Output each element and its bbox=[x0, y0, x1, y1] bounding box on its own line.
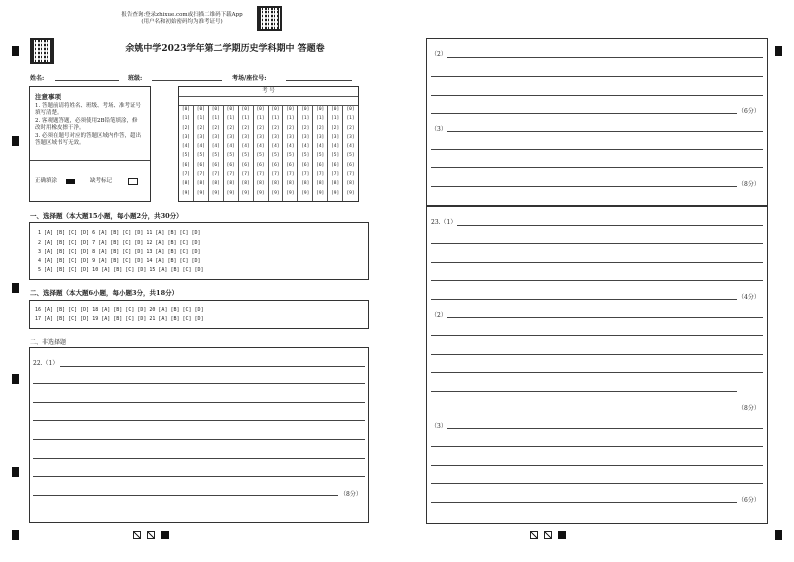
exam-digit-bubble[interactable]: [1] bbox=[241, 116, 250, 122]
page-check-mark bbox=[530, 531, 538, 539]
exam-number-column[interactable] bbox=[343, 105, 358, 201]
exam-number-header: 考 号 bbox=[179, 87, 358, 97]
report-notice bbox=[112, 12, 252, 26]
exam-digit-bubble[interactable]: [4] bbox=[226, 144, 235, 150]
exam-digit-bubble[interactable]: [0] bbox=[346, 107, 355, 112]
exam-digit-bubble[interactable]: [8] bbox=[301, 181, 310, 187]
exam-digit-bubble[interactable]: [4] bbox=[301, 144, 310, 150]
exam-digit-bubble[interactable]: [9] bbox=[226, 190, 235, 196]
q21-part3-score: （8分） bbox=[738, 181, 760, 188]
q22-score: （8分） bbox=[340, 491, 362, 498]
exam-digit-bubble[interactable]: [4] bbox=[241, 144, 250, 150]
answer-line[interactable] bbox=[431, 262, 763, 263]
answer-line[interactable] bbox=[431, 167, 763, 168]
exam-digit-bubble[interactable]: [0] bbox=[316, 107, 325, 112]
page-check-mark bbox=[544, 531, 552, 539]
answer-line[interactable] bbox=[60, 366, 365, 367]
exam-digit-bubble[interactable]: [6] bbox=[346, 162, 355, 168]
exam-digit-bubble[interactable]: [0] bbox=[256, 107, 265, 112]
answer-line[interactable] bbox=[447, 57, 763, 58]
exam-digit-bubble[interactable]: [8] bbox=[211, 181, 220, 187]
answer-line[interactable] bbox=[33, 420, 365, 421]
missing-mark-label: 缺考标记 bbox=[90, 178, 113, 184]
q21-part2-label: （2） bbox=[431, 51, 447, 58]
notice-divider bbox=[30, 160, 150, 161]
exam-digit-bubble[interactable]: [4] bbox=[256, 144, 265, 150]
notice-line-1: 报告查询:登录zhixue.com或扫描二维码下载App bbox=[121, 12, 243, 18]
notice-item: 2. 客观题答题，必须使用2B铅笔填涂，修改时用橡皮擦干净。 bbox=[35, 118, 138, 131]
answer-line[interactable] bbox=[33, 383, 365, 384]
exam-digit-bubble[interactable]: [1] bbox=[226, 116, 235, 122]
exam-digit-bubble[interactable]: [9] bbox=[271, 190, 280, 196]
timing-mark bbox=[775, 46, 782, 56]
q22-label: 22.（1） bbox=[33, 360, 59, 367]
exam-number-column[interactable] bbox=[209, 105, 224, 201]
exam-number-column[interactable] bbox=[313, 105, 328, 201]
exam-digit-bubble[interactable]: [7] bbox=[346, 172, 355, 178]
choice-row[interactable]: 2 [A] [B] [C] [D] 7 [A] [B] [C] [D] 12 [A] [B] [C] [D] bbox=[38, 240, 201, 246]
exam-digit-bubble[interactable]: [0] bbox=[301, 107, 310, 112]
answer-line[interactable] bbox=[457, 225, 763, 226]
answer-line[interactable] bbox=[431, 113, 737, 114]
timing-mark bbox=[775, 530, 782, 540]
exam-number-column[interactable] bbox=[224, 105, 239, 201]
exam-digit-bubble[interactable]: [1] bbox=[196, 116, 205, 122]
exam-digit-bubble[interactable]: [9] bbox=[316, 190, 325, 196]
answer-line[interactable] bbox=[33, 402, 365, 403]
exam-digit-bubble[interactable]: [2] bbox=[331, 125, 340, 131]
answer-line[interactable] bbox=[431, 354, 763, 355]
room-label: 考场/座位号: bbox=[232, 75, 267, 82]
page-mark bbox=[161, 531, 169, 539]
exam-digit-bubble[interactable]: [9] bbox=[346, 190, 355, 196]
student-qr-code bbox=[30, 38, 54, 64]
right-upper-answer-box bbox=[426, 38, 768, 206]
exam-digit-bubble[interactable]: [9] bbox=[241, 190, 250, 196]
exam-digit-bubble[interactable]: [2] bbox=[181, 125, 191, 131]
notice-item: 3. 必须在题号对应的答题区域内作答，超出答题区域书写无效。 bbox=[35, 133, 141, 146]
exam-digit-bubble[interactable]: [3] bbox=[316, 134, 325, 140]
answer-line[interactable] bbox=[431, 446, 763, 447]
page-mark bbox=[558, 531, 566, 539]
exam-number-column[interactable] bbox=[254, 105, 269, 201]
exam-digit-bubble[interactable]: [2] bbox=[301, 125, 310, 131]
exam-digit-bubble[interactable]: [3] bbox=[241, 134, 250, 140]
exam-digit-bubble[interactable]: [3] bbox=[211, 134, 220, 140]
answer-line[interactable] bbox=[431, 483, 763, 484]
exam-digit-bubble[interactable]: [7] bbox=[241, 172, 250, 178]
exam-digit-bubble[interactable]: [5] bbox=[301, 153, 310, 159]
exam-digit-bubble[interactable]: [1] bbox=[301, 116, 310, 122]
room-field[interactable] bbox=[286, 80, 352, 81]
exam-digit-bubble[interactable]: [8] bbox=[196, 181, 205, 187]
exam-digit-bubble[interactable]: [0] bbox=[331, 107, 340, 112]
exam-digit-bubble[interactable]: [0] bbox=[226, 107, 235, 112]
exam-digit-bubble[interactable]: [8] bbox=[241, 181, 250, 187]
exam-digit-bubble[interactable]: [3] bbox=[226, 134, 235, 140]
exam-digit-bubble[interactable]: [5] bbox=[181, 153, 191, 159]
exam-digit-bubble[interactable]: [4] bbox=[211, 144, 220, 150]
section2-answer-box bbox=[29, 300, 369, 329]
answer-line[interactable] bbox=[431, 372, 763, 373]
exam-digit-bubble[interactable]: [1] bbox=[256, 116, 265, 122]
q21-part2-score: （6分） bbox=[738, 108, 760, 115]
exam-digit-bubble[interactable]: [2] bbox=[316, 125, 325, 131]
exam-digit-bubble[interactable]: [2] bbox=[226, 125, 235, 131]
answer-line[interactable] bbox=[431, 280, 763, 281]
exam-digit-bubble[interactable]: [3] bbox=[196, 134, 205, 140]
timing-mark bbox=[12, 374, 19, 384]
exam-digit-bubble[interactable]: [2] bbox=[256, 125, 265, 131]
q23-part3-score: （6分） bbox=[738, 497, 760, 504]
exam-digit-bubble[interactable]: [1] bbox=[286, 116, 295, 122]
exam-number-column[interactable] bbox=[298, 105, 313, 201]
answer-line[interactable] bbox=[33, 439, 365, 440]
correct-fill-label: 正确填涂 bbox=[35, 178, 58, 184]
exam-digit-bubble[interactable]: [5] bbox=[196, 153, 205, 159]
exam-digit-bubble[interactable]: [8] bbox=[331, 181, 340, 187]
exam-digit-bubble[interactable]: [1] bbox=[346, 116, 355, 122]
exam-digit-bubble[interactable]: [4] bbox=[286, 144, 295, 150]
answer-line[interactable] bbox=[33, 476, 365, 477]
exam-digit-bubble[interactable]: [1] bbox=[331, 116, 340, 122]
exam-digit-bubble[interactable]: [6] bbox=[331, 162, 340, 168]
q23-answer-box bbox=[426, 206, 768, 524]
notice-line-2: (用户名和初始密码均为准考证号) bbox=[141, 19, 223, 25]
exam-digit-bubble[interactable]: [8] bbox=[271, 181, 280, 187]
exam-digit-bubble[interactable]: [7] bbox=[256, 172, 265, 178]
timing-mark bbox=[12, 136, 19, 146]
name-field[interactable] bbox=[55, 80, 119, 81]
answer-line[interactable] bbox=[431, 299, 737, 300]
answer-line[interactable] bbox=[431, 186, 737, 187]
answer-line[interactable] bbox=[447, 428, 763, 429]
exam-digit-bubble[interactable]: [9] bbox=[196, 190, 205, 196]
exam-digit-bubble[interactable]: [4] bbox=[271, 144, 280, 150]
exam-digit-bubble[interactable]: [4] bbox=[181, 144, 191, 150]
exam-digit-bubble[interactable]: [8] bbox=[316, 181, 325, 187]
section1-title: 一、选择题（本大题15小题，每小题2分，共30分） bbox=[30, 212, 183, 220]
q22-answer-box bbox=[29, 347, 369, 523]
exam-digit-bubble[interactable]: [0] bbox=[211, 107, 220, 112]
exam-digit-bubble[interactable]: [6] bbox=[271, 162, 280, 168]
exam-digit-bubble[interactable]: [7] bbox=[316, 172, 325, 178]
answer-line[interactable] bbox=[431, 243, 763, 244]
timing-mark bbox=[12, 530, 19, 540]
exam-digit-bubble[interactable]: [0] bbox=[196, 107, 205, 112]
exam-digit-bubble[interactable]: [1] bbox=[271, 116, 280, 122]
exam-digit-bubble[interactable]: [9] bbox=[181, 190, 191, 196]
exam-digit-bubble[interactable]: [7] bbox=[211, 172, 220, 178]
exam-digit-bubble[interactable]: [3] bbox=[346, 134, 355, 140]
answer-line[interactable] bbox=[431, 95, 763, 96]
exam-digit-bubble[interactable]: [8] bbox=[226, 181, 235, 187]
exam-digit-bubble[interactable]: [6] bbox=[181, 162, 191, 168]
exam-number-column[interactable] bbox=[269, 105, 284, 201]
exam-digit-bubble[interactable]: [2] bbox=[241, 125, 250, 131]
exam-digit-bubble[interactable]: [5] bbox=[256, 153, 265, 159]
choice-row[interactable]: 1 [A] [B] [C] [D] 6 [A] [B] [C] [D] 11 [A] [B] [C] [D] bbox=[38, 230, 201, 236]
class-field[interactable] bbox=[152, 80, 222, 81]
exam-digit-bubble[interactable]: [7] bbox=[181, 172, 191, 178]
page-check-mark bbox=[147, 531, 155, 539]
exam-digit-bubble[interactable]: [1] bbox=[211, 116, 220, 122]
exam-digit-bubble[interactable]: [3] bbox=[256, 134, 265, 140]
exam-digit-bubble[interactable]: [6] bbox=[301, 162, 310, 168]
answer-line[interactable] bbox=[431, 465, 763, 466]
section1-answer-box bbox=[29, 222, 369, 280]
exam-digit-bubble[interactable]: [5] bbox=[286, 153, 295, 159]
exam-digit-bubble[interactable]: [6] bbox=[286, 162, 295, 168]
choice-row[interactable]: 16 [A] [B] [C] [D] 18 [A] [B] [C] [D] 20 [A] [B] [C] [D] bbox=[35, 307, 204, 313]
answer-line[interactable] bbox=[431, 76, 763, 77]
exam-digit-bubble[interactable]: [0] bbox=[241, 107, 250, 112]
exam-digit-bubble[interactable]: [2] bbox=[286, 125, 295, 131]
download-qr-code bbox=[257, 6, 282, 31]
exam-digit-bubble[interactable]: [2] bbox=[211, 125, 220, 131]
choice-row[interactable]: 17 [A] [B] [C] [D] 19 [A] [B] [C] [D] 21 [A] [B] [C] [D] bbox=[35, 316, 204, 322]
exam-digit-bubble[interactable]: [8] bbox=[256, 181, 265, 187]
exam-digit-bubble[interactable]: [5] bbox=[226, 153, 235, 159]
answer-line[interactable] bbox=[33, 458, 365, 459]
exam-digit-bubble[interactable]: [4] bbox=[316, 144, 325, 150]
q23-part1-score: （4分） bbox=[738, 294, 760, 301]
exam-number-grid bbox=[178, 86, 359, 202]
exam-digit-bubble[interactable]: [5] bbox=[331, 153, 340, 159]
exam-digit-bubble[interactable]: [3] bbox=[181, 134, 191, 140]
exam-digit-bubble[interactable]: [3] bbox=[301, 134, 310, 140]
exam-digit-bubble[interactable]: [6] bbox=[211, 162, 220, 168]
exam-number-column[interactable] bbox=[179, 105, 194, 201]
exam-number-column[interactable] bbox=[328, 105, 343, 201]
notice-item: 1. 答题前请将姓名、班级、考场、准考证号填写清楚。 bbox=[35, 103, 141, 116]
q23-part1-label: 23.（1） bbox=[431, 219, 457, 226]
answer-line[interactable] bbox=[447, 131, 763, 132]
exam-digit-bubble[interactable]: [9] bbox=[331, 190, 340, 196]
exam-digit-bubble[interactable]: [9] bbox=[286, 190, 295, 196]
exam-digit-bubble[interactable]: [9] bbox=[301, 190, 310, 196]
exam-digit-bubble[interactable]: [7] bbox=[301, 172, 310, 178]
name-label: 姓名: bbox=[30, 75, 45, 82]
exam-digit-bubble[interactable]: [7] bbox=[226, 172, 235, 178]
exam-number-column[interactable] bbox=[194, 105, 209, 201]
exam-digit-bubble[interactable]: [7] bbox=[271, 172, 280, 178]
answer-line[interactable] bbox=[431, 502, 737, 503]
exam-number-column[interactable] bbox=[239, 105, 254, 201]
q23-part3-label: （3） bbox=[431, 423, 447, 430]
exam-digit-bubble[interactable]: [2] bbox=[196, 125, 205, 131]
q23-part2-score: （8分） bbox=[738, 405, 760, 412]
page-check-mark bbox=[133, 531, 141, 539]
exam-digit-bubble[interactable]: [7] bbox=[196, 172, 205, 178]
class-label: 班级: bbox=[128, 75, 143, 82]
exam-digit-bubble[interactable]: [2] bbox=[346, 125, 355, 131]
exam-digit-bubble[interactable]: [4] bbox=[196, 144, 205, 150]
exam-digit-bubble[interactable]: [8] bbox=[286, 181, 295, 187]
exam-digit-bubble[interactable]: [1] bbox=[181, 116, 191, 122]
exam-digit-bubble[interactable]: [6] bbox=[196, 162, 205, 168]
exam-digit-bubble[interactable]: [5] bbox=[346, 153, 355, 159]
q21-part3-label: （3） bbox=[431, 126, 447, 133]
timing-mark bbox=[12, 467, 19, 477]
exam-digit-bubble[interactable]: [3] bbox=[331, 134, 340, 140]
exam-digit-bubble[interactable]: [6] bbox=[241, 162, 250, 168]
exam-digit-bubble[interactable]: [9] bbox=[256, 190, 265, 196]
exam-number-column[interactable] bbox=[283, 105, 298, 201]
answer-line[interactable] bbox=[33, 495, 338, 496]
exam-digit-bubble[interactable]: [5] bbox=[241, 153, 250, 159]
section3-title: 二、非选择题 bbox=[30, 339, 67, 346]
answer-line[interactable] bbox=[431, 391, 737, 392]
choice-row[interactable]: 4 [A] [B] [C] [D] 9 [A] [B] [C] [D] 14 [A] [B] [C] [D] bbox=[38, 258, 201, 264]
exam-digit-bubble[interactable]: [0] bbox=[286, 107, 295, 112]
exam-digit-bubble[interactable]: [3] bbox=[286, 134, 295, 140]
exam-digit-bubble[interactable]: [5] bbox=[211, 153, 220, 159]
exam-digit-bubble[interactable]: [2] bbox=[271, 125, 280, 131]
timing-mark bbox=[12, 46, 19, 56]
exam-digit-bubble[interactable]: [3] bbox=[271, 134, 280, 140]
exam-digit-bubble[interactable]: [0] bbox=[271, 107, 280, 112]
q23-part2-label: （2） bbox=[431, 312, 447, 319]
answer-line[interactable] bbox=[431, 335, 763, 336]
correct-fill-sample bbox=[66, 179, 75, 184]
exam-digit-bubble[interactable]: [7] bbox=[331, 172, 340, 178]
exam-digit-bubble[interactable]: [1] bbox=[316, 116, 325, 122]
exam-digit-bubble[interactable]: [5] bbox=[316, 153, 325, 159]
page-title: 余姚中学2023学年第二学期历史学科期中 答题卷 bbox=[125, 44, 325, 54]
timing-mark bbox=[12, 283, 19, 293]
exam-digit-bubble[interactable]: [4] bbox=[346, 144, 355, 150]
choice-row[interactable]: 5 [A] [B] [C] [D] 10 [A] [B] [C] [D] 15 [A] [B] [C] [D] bbox=[38, 267, 204, 273]
exam-digit-bubble[interactable]: [6] bbox=[316, 162, 325, 168]
exam-digit-bubble[interactable]: [9] bbox=[211, 190, 220, 196]
exam-number-bubbles[interactable] bbox=[179, 105, 358, 201]
exam-digit-bubble[interactable]: [0] bbox=[181, 107, 191, 112]
notice-title: 注意事项 bbox=[35, 93, 61, 101]
exam-digit-bubble[interactable]: [5] bbox=[271, 153, 280, 159]
section2-title: 二、选择题（本大题6小题，每小题3分，共18分） bbox=[30, 289, 179, 297]
exam-digit-bubble[interactable]: [4] bbox=[331, 144, 340, 150]
exam-digit-bubble[interactable]: [8] bbox=[346, 181, 355, 187]
exam-digit-bubble[interactable]: [6] bbox=[226, 162, 235, 168]
answer-line[interactable] bbox=[447, 317, 763, 318]
exam-digit-bubble[interactable]: [6] bbox=[256, 162, 265, 168]
missing-mark-checkbox[interactable] bbox=[128, 178, 138, 185]
exam-digit-bubble[interactable]: [7] bbox=[286, 172, 295, 178]
answer-line[interactable] bbox=[431, 149, 763, 150]
notice-box bbox=[29, 86, 151, 202]
choice-row[interactable]: 3 [A] [B] [C] [D] 8 [A] [B] [C] [D] 13 [A] [B] [C] [D] bbox=[38, 249, 201, 255]
exam-digit-bubble[interactable]: [8] bbox=[181, 181, 191, 187]
